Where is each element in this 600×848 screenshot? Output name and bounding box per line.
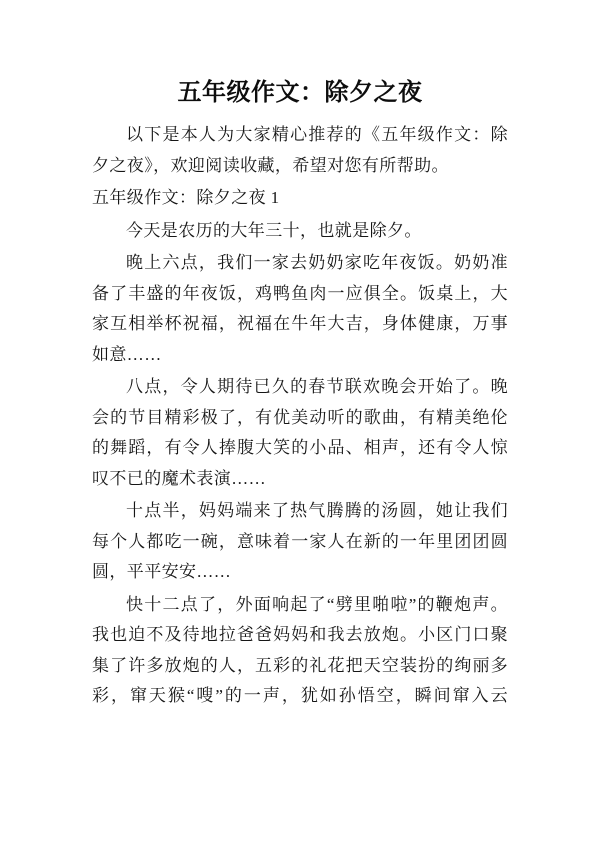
text-line: 的舞蹈，有令人捧腹大笑的小品、相声，还有令人惊: [92, 438, 508, 457]
text-line: 我也迫不及待地拉爸爸妈妈和我去放炮。小区门口聚: [92, 625, 508, 644]
document-body: [92, 120, 508, 712]
text-line: 以下是本人为大家精心推荐的《五年级作文：除: [126, 125, 508, 144]
text-line: 八点，令人期待已久的春节联欢晚会开始了。晚: [126, 377, 508, 396]
text-line: 家互相举杯祝福，祝福在牛年大吉，身体健康，万事: [92, 314, 508, 333]
text-line: 如意……: [92, 344, 162, 364]
paragraph: [92, 590, 508, 712]
paragraph: [92, 248, 508, 370]
text-line: 每个人都吃一碗，意味着一家人在新的一年里团团圆: [92, 531, 508, 551]
text-line: 五年级作文：除夕之夜 1: [92, 188, 280, 207]
document-title: 五年级作文：除夕之夜: [177, 79, 423, 106]
paragraph: [92, 183, 508, 214]
paragraph: [92, 372, 508, 494]
text-line: 集了许多放炮的人，五彩的礼花把天空装扮的绚丽多: [92, 655, 508, 675]
text-line: 彩，窜天猴“嗖”的一声，犹如孙悟空，瞬间窜入云: [92, 686, 508, 705]
text-line: 夕之夜》，欢迎阅读收藏，希望对您有所帮助。: [92, 155, 449, 175]
text-line: 圆，平平安安……: [92, 562, 232, 581]
text-line: 叹不已的魔术表演……: [92, 468, 266, 488]
text-line: 备了丰盛的年夜饭，鸡鸭鱼肉一应俱全。饭桌上，大: [92, 283, 508, 303]
paragraph: [92, 216, 508, 247]
text-line: 会的节目精彩极了，有优美动听的歌曲，有精美绝伦: [92, 407, 508, 427]
text-line: 今天是农历的大年三十，也就是除夕。: [126, 220, 422, 240]
text-line: 十点半，妈妈端来了热气腾腾的汤圆，她让我们: [126, 501, 508, 520]
paragraph: [92, 496, 508, 588]
text-line: 快十二点了，外面响起了“劈里啪啦”的鞭炮声。: [126, 594, 508, 614]
text-line: 晚上六点，我们一家去奶奶家吃年夜饭。奶奶准: [126, 253, 508, 272]
paragraph: [92, 120, 508, 181]
